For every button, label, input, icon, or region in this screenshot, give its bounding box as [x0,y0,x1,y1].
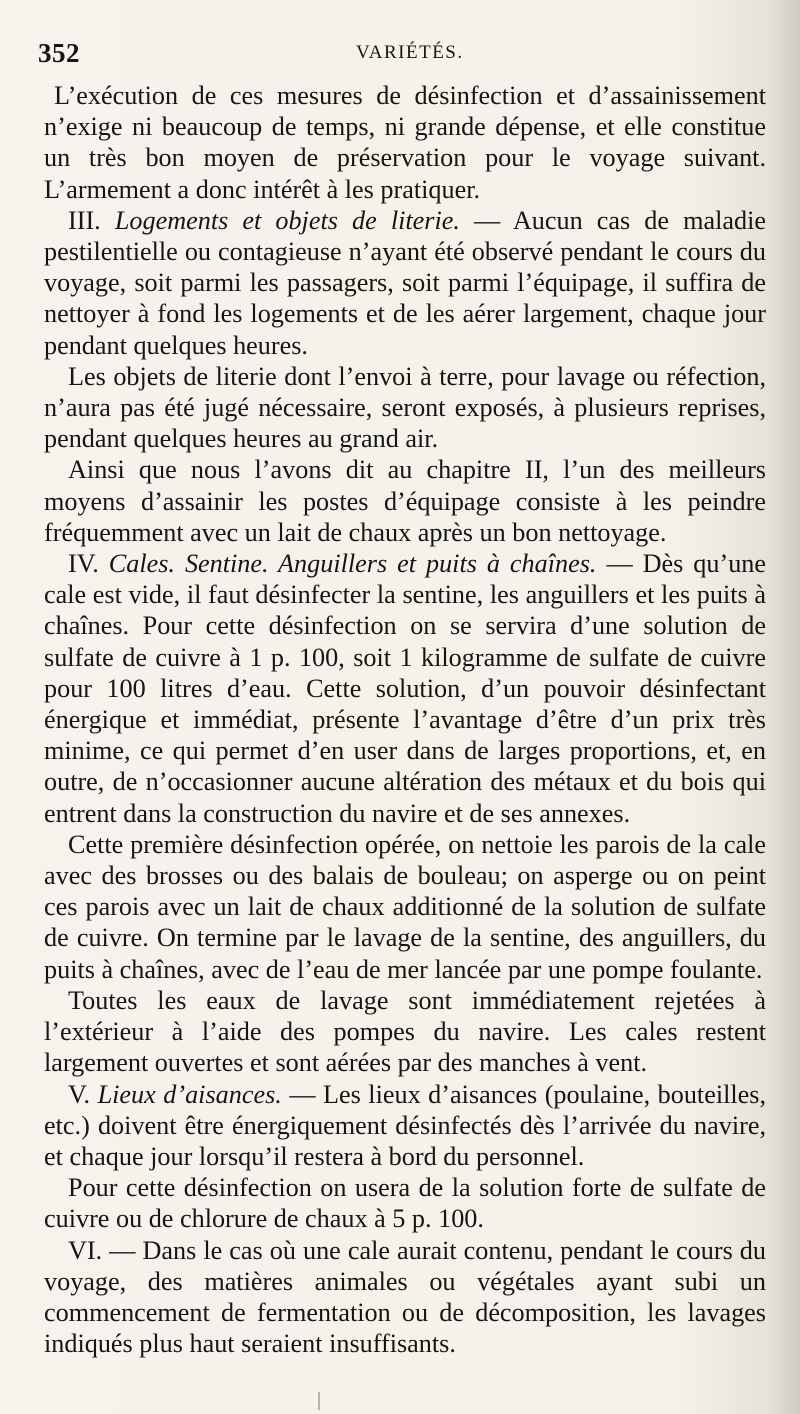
paragraph-text: Cette première désinfection opérée, on nettoie les parois de la cale avec des brosses ou des balais de bouleau; on asperge ou on peint ces parois avec un lait de chaux additionné de la solution de sulfate de cuivre. On termine par le lavage de la sentine, des anguillers, du puits à chaînes, avec de l’eau de mer lancée par une pompe foulante. [44,829,766,984]
paragraph-text: — Dès qu’une cale est vide, il faut désinfecter la sentine, les anguillers et les puits à chaînes. Pour cette désinfection on se servira d’une solution de sulfate de cuivre à 1 p. 100, soit 1 kilogramme de sulfate de cuivre pour 100 litres d’eau. Cette solution, d’un pouvoir désinfectant énergique et immédiat, présente l’avantage d’être d’un prix très minime, ce qui permet d’en user dans de larges proportions, et, en outre, de n’occasionner aucune altération des métaux et du bois qui entrent dans la construction du navire et de ses annexes. [44,549,767,828]
paragraph-text: — Aucun cas de maladie pestilentielle ou contagieuse n’ayant été observé pendant le cours du voyage, soit parmi les passagers, soit parmi l’équipage, il suffira de nettoyer à fond les logements et de les aérer largement, chaque jour pendant quelques heures. [44,205,766,360]
section-vi-paragraph [44,1235,766,1360]
section-iv-paragraph [44,548,766,829]
section-number: III. [68,205,101,235]
page-body [44,80,766,1359]
section-title: Cales. Sentine. Anguillers et puits à chaînes. [108,549,597,579]
paragraph-text: Ainsi que nous l’avons dit au chapitre II, l’un des meilleurs moyens d’assainir les postes d’équipage consiste à les peindre fréquemment avec un lait de chaux après un bon nettoyage. [44,455,766,547]
paragraph-intro [44,80,766,205]
section-title: Logements et objets de literie. [114,205,460,235]
paragraph-parois [44,829,766,985]
paragraph-solution [44,1172,766,1234]
section-title: Lieux d’aisances. [97,1079,282,1109]
section-number: IV. [68,549,99,579]
paragraph-eaux [44,985,766,1079]
paragraph-text: Pour cette désinfection on usera de la solution forte de sulfate de cuivre ou de chlorure de chaux à 5 p. 100. [44,1173,766,1234]
section-iii-paragraph [44,205,766,361]
section-v-paragraph [44,1079,766,1173]
page-number: 352 [38,38,80,68]
paragraph-text: Toutes les eaux de lavage sont immédiatement rejetées à l’extérieur à l’aide des pompes du navire. Les cales restent largement ouvertes et sont aérées par des manches à vent. [44,985,766,1078]
paragraph-text: — Les lieux d’aisances (poulaine, bouteilles, etc.) doivent être énergiquement désinfectés dès l’arrivée du navire, et chaque jour lorsqu’il restera à bord du personnel. [44,1079,767,1171]
page-header [38,36,778,72]
paragraph-literie [44,361,766,455]
section-number: V. [68,1079,91,1109]
running-title: VARIÉTÉS. [356,42,464,63]
paragraph-text: — Dans le cas où une cale aurait contenu, pendant le cours du voyage, des matières animales ou végétales ayant subi un commencement de fermentation ou de décomposition, les lavages indiqués plus haut seraient insuffisants. [44,1235,766,1359]
paragraph-postes [44,454,766,548]
section-number: VI. [68,1235,103,1265]
page-edge-mark [318,1392,320,1410]
paragraph-text: L’exécution de ces mesures de désinfection et d’assainissement n’exige ni beaucoup de temps, ni grande dépense, et elle constitue un très bon moyen de préservation pour le voyage suivant. L’armement a donc intérêt à les pratiquer. [44,81,766,204]
paragraph-text: Les objets de literie dont l’envoi à terre, pour lavage ou réfection, n’aura pas été jugé nécessaire, seront exposés, à plusieurs reprises, pendant quelques heures au grand air. [44,361,766,454]
